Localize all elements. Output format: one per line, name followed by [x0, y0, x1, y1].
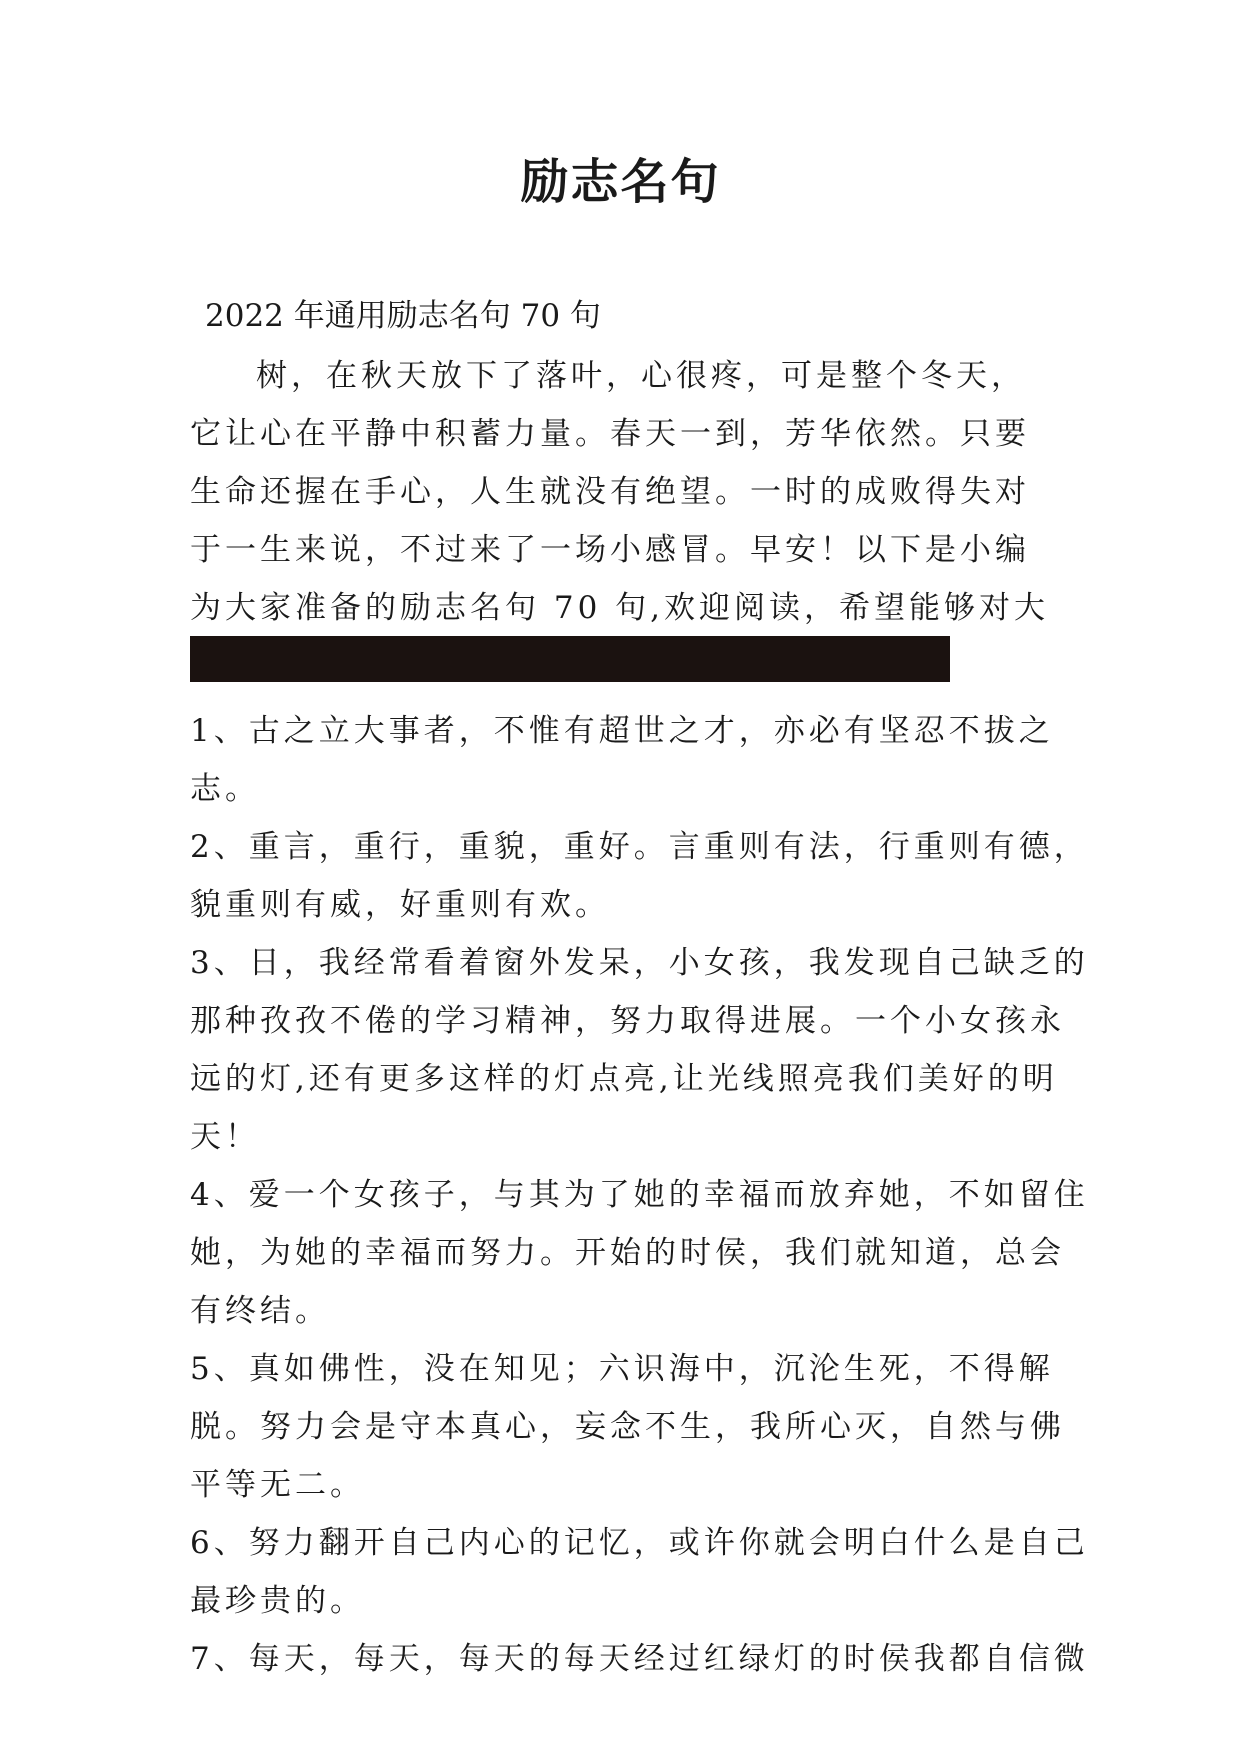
- quote-item: 6、努力翻开自己内心的记忆，或许你就会明白什么是自己最珍贵的。: [190, 1525, 1089, 1619]
- redaction-bar: [190, 636, 950, 682]
- quote-list: [190, 702, 1090, 1688]
- quote-item: 1、古之立大事者，不惟有超世之才，亦必有坚忍不拔之志。: [190, 713, 1054, 807]
- quote-item: 3、日，我经常看着窗外发呆，小女孩，我发现自己缺乏的那种孜孜不倦的学习精神，努力取得进展。一个小女孩永远的灯,还有更多这样的灯点亮,让光线照亮我们美好的明天！: [190, 945, 1089, 1155]
- intro-paragraph: 树，在秋天放下了落叶，心很疼，可是整个冬天，它让心在平静中积蓄力量。春天一到，芳华依然。只要生命还握在手心，人生就没有绝望。一时的成败得失对于一生来说，不过来了一场小感冒。早安！以下是小编为大家准备的励志名句 70 句,欢迎阅读，希望能够对大: [190, 358, 1050, 626]
- document-subtitle: 2022 年通用励志名句 70 句: [205, 298, 601, 334]
- quote-item: 2、重言，重行，重貌，重好。言重则有法，行重则有德，貌重则有威，好重则有欢。: [190, 829, 1089, 923]
- quote-item: 4、爱一个女孩子，与其为了她的幸福而放弃她，不如留住她，为她的幸福而努力。开始的时侯，我们就知道，总会有终结。: [190, 1177, 1089, 1329]
- quote-item: 5、真如佛性，没在知见；六识海中，沉沦生死，不得解脱。努力会是守本真心，妄念不生，我所心灭，自然与佛平等无二。: [190, 1351, 1065, 1503]
- document-title: 励志名句: [520, 154, 721, 210]
- quote-item: 7、每天，每天，每天的每天经过红绿灯的时侯我都自信微: [190, 1641, 1089, 1677]
